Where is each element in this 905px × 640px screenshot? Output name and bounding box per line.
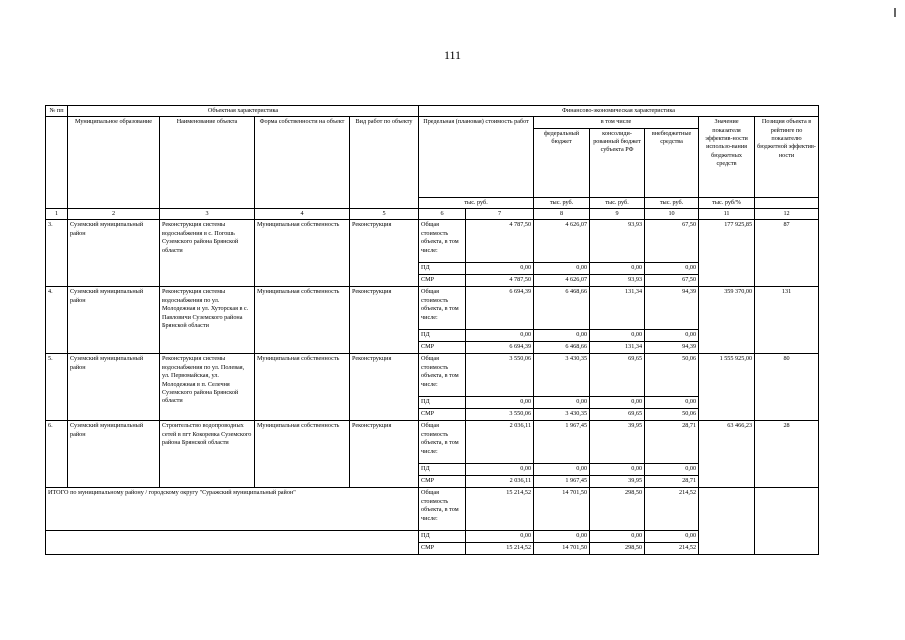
row-smr-value: 50,06 — [645, 409, 699, 421]
row-smr-value: 39,95 — [590, 476, 645, 488]
table-body — [46, 106, 819, 555]
colnum: 12 — [755, 209, 819, 220]
row-number: 5. — [46, 354, 68, 421]
smr-label: СМР — [419, 275, 466, 287]
total-row — [46, 488, 819, 531]
total-efficiency — [699, 488, 755, 555]
colnum: 9 — [590, 209, 645, 220]
row-pd-value: 0,00 — [466, 397, 534, 409]
row-municipality: Суземский муниципальный район — [68, 287, 160, 354]
row-pd-value: 0,00 — [590, 464, 645, 476]
row-total-value: 4 626,07 — [534, 220, 590, 263]
row-pd-value: 0,00 — [534, 397, 590, 409]
colnum: 8 — [534, 209, 590, 220]
header-offbudget: внебюджетные средства — [645, 128, 699, 197]
colnum: 6 — [419, 209, 466, 220]
total-pd-value: 0,00 — [534, 531, 590, 543]
row-rank: 131 — [755, 287, 819, 354]
row-smr-value: 131,34 — [590, 342, 645, 354]
edge-mark — [894, 8, 896, 17]
header-work-type: Вид работ по объекту — [350, 117, 419, 209]
colnum: 5 — [350, 209, 419, 220]
row-total-value: 28,71 — [645, 421, 699, 464]
row-total-value: 94,39 — [645, 287, 699, 330]
total-value: 15 214,52 — [466, 488, 534, 531]
row-total-value: 2 036,11 — [466, 421, 534, 464]
total-value: 214,52 — [645, 488, 699, 531]
pd-label: ПД — [419, 397, 466, 409]
total-smr-value: 298,50 — [590, 543, 645, 555]
header-consolidated: консолиди-рованный бюджет субъекта РФ — [590, 128, 645, 197]
table-row — [46, 421, 819, 464]
row-rank: 87 — [755, 220, 819, 287]
total-value: 298,50 — [590, 488, 645, 531]
row-smr-value: 1 967,45 — [534, 476, 590, 488]
row-pd-value: 0,00 — [534, 464, 590, 476]
row-pd-value: 0,00 — [645, 263, 699, 275]
row-smr-value: 69,65 — [590, 409, 645, 421]
header-including: в том числе — [534, 117, 699, 128]
unit-rating — [755, 197, 819, 208]
row-pd-value: 0,00 — [590, 330, 645, 342]
row-rank: 80 — [755, 354, 819, 421]
row-efficiency: 359 370,00 — [699, 287, 755, 354]
total-smr-value: 14 701,50 — [534, 543, 590, 555]
row-pd-value: 0,00 — [645, 397, 699, 409]
row-total-value: 1 967,45 — [534, 421, 590, 464]
pd-label: ПД — [419, 464, 466, 476]
table-row — [46, 287, 819, 330]
total-blank — [46, 531, 419, 555]
total-smr-value: 214,52 — [645, 543, 699, 555]
row-total-label: Общая стоимость объекта, в том числе: — [419, 421, 466, 464]
row-pd-value: 0,00 — [534, 263, 590, 275]
colnum: 10 — [645, 209, 699, 220]
row-total-value: 93,93 — [590, 220, 645, 263]
total-value: 14 701,50 — [534, 488, 590, 531]
row-total-value: 131,34 — [590, 287, 645, 330]
header-object-group: Объектная характеристика — [68, 106, 419, 117]
colnum: 1 — [46, 209, 68, 220]
row-pd-value: 0,00 — [590, 263, 645, 275]
row-object-name: Строительство водопроводных сетей в пгт Кокоревка Суземского района Брянской области — [160, 421, 255, 488]
row-ownership: Муниципальная собственность — [255, 287, 350, 354]
row-total-value: 6 694,39 — [466, 287, 534, 330]
total-label: ИТОГО по муниципальному району / городскому округу "Суражский муниципальный район" — [46, 488, 419, 531]
row-smr-value: 28,71 — [645, 476, 699, 488]
header-max-cost: Предельная (плановая) стоимость работ — [419, 117, 534, 197]
row-pd-value: 0,00 — [466, 263, 534, 275]
row-work-type: Реконструкция — [350, 354, 419, 421]
row-total-value: 4 787,50 — [466, 220, 534, 263]
row-municipality: Суземский муниципальный район — [68, 220, 160, 287]
row-efficiency: 177 925,85 — [699, 220, 755, 287]
row-total-value: 67,50 — [645, 220, 699, 263]
colnum: 2 — [68, 209, 160, 220]
row-total-value: 69,65 — [590, 354, 645, 397]
row-smr-value: 3 430,35 — [534, 409, 590, 421]
investment-table — [45, 105, 819, 555]
row-municipality: Суземский муниципальный район — [68, 354, 160, 421]
total-smr-value: 15 214,52 — [466, 543, 534, 555]
row-smr-value: 2 036,11 — [466, 476, 534, 488]
row-pd-value: 0,00 — [590, 397, 645, 409]
smr-label: СМР — [419, 409, 466, 421]
row-efficiency: 63 466,23 — [699, 421, 755, 488]
smr-label: СМР — [419, 476, 466, 488]
row-work-type: Реконструкция — [350, 421, 419, 488]
row-rank: 28 — [755, 421, 819, 488]
row-number: 3. — [46, 220, 68, 287]
row-work-type: Реконструкция — [350, 220, 419, 287]
pd-label: ПД — [419, 263, 466, 275]
row-total-label: Общая стоимость объекта, в том числе: — [419, 354, 466, 397]
header-object-name: Наименование объекта — [160, 117, 255, 209]
row-smr-value: 4 626,07 — [534, 275, 590, 287]
row-smr-value: 4 787,50 — [466, 275, 534, 287]
pd-label: ПД — [419, 531, 466, 543]
row-ownership: Муниципальная собственность — [255, 220, 350, 287]
page-number: 111 — [443, 48, 462, 62]
row-smr-value: 93,93 — [590, 275, 645, 287]
row-ownership: Муниципальная собственность — [255, 354, 350, 421]
total-pd-value: 0,00 — [645, 531, 699, 543]
unit-consolidated: тыс. руб. — [590, 197, 645, 208]
row-municipality: Суземский муниципальный район — [68, 421, 160, 488]
header-efficiency: Значение показателя эффектив-ности использо-вания бюджетных средств — [699, 117, 755, 197]
row-efficiency: 1 555 925,00 — [699, 354, 755, 421]
table-row — [46, 354, 819, 397]
unit-offbudget: тыс. руб. — [645, 197, 699, 208]
colnum: 7 — [466, 209, 534, 220]
total-rank — [755, 488, 819, 555]
row-total-label: Общая стоимость объекта, в том числе: — [419, 287, 466, 330]
row-smr-value: 3 550,06 — [466, 409, 534, 421]
row-object-name: Реконструкция системы водоснабжения по ул. Полевая, ул. Первомайская, ул. Молодежная в п. Селечня Суземского района Брянской области — [160, 354, 255, 421]
row-number: 4. — [46, 287, 68, 354]
unit-cost: тыс. руб. — [419, 197, 534, 208]
row-ownership: Муниципальная собственность — [255, 421, 350, 488]
row-total-label: Общая стоимость объекта, в том числе: — [419, 220, 466, 263]
row-object-name: Реконструкция системы водоснабжения по ул. Молодежная и ул. Хуторская в с. Павловичи Суземского района Брянской области — [160, 287, 255, 354]
row-total-value: 3 430,35 — [534, 354, 590, 397]
header-ownership: Форма собственности на объект — [255, 117, 350, 209]
row-smr-value: 67,50 — [645, 275, 699, 287]
table-row — [46, 220, 819, 263]
header-no-cont — [46, 117, 68, 209]
header-no: № пп — [46, 106, 68, 117]
total-pd-value: 0,00 — [466, 531, 534, 543]
unit-federal: тыс. руб. — [534, 197, 590, 208]
unit-efficiency: тыс. руб/% — [699, 197, 755, 208]
colnum: 11 — [699, 209, 755, 220]
pd-label: ПД — [419, 330, 466, 342]
row-number: 6. — [46, 421, 68, 488]
header-rating: Позиция объекта в рейтинге по показателю бюджетной эффектив-ности — [755, 117, 819, 197]
header-municipality: Муниципальное образование — [68, 117, 160, 209]
row-pd-value: 0,00 — [466, 330, 534, 342]
row-total-value: 6 468,66 — [534, 287, 590, 330]
row-smr-value: 6 694,39 — [466, 342, 534, 354]
colnum: 4 — [255, 209, 350, 220]
colnum: 3 — [160, 209, 255, 220]
row-total-value: 50,06 — [645, 354, 699, 397]
row-work-type: Реконструкция — [350, 287, 419, 354]
row-smr-value: 6 468,66 — [534, 342, 590, 354]
header-finance-group: Финансово-экономическая характеристика — [419, 106, 819, 117]
header-federal: федеральный бюджет — [534, 128, 590, 197]
row-total-value: 3 550,06 — [466, 354, 534, 397]
row-pd-value: 0,00 — [645, 330, 699, 342]
smr-label: СМР — [419, 543, 466, 555]
smr-label: СМР — [419, 342, 466, 354]
row-object-name: Реконструкция системы водоснабжения в с. Погошь Суземского района Брянской области — [160, 220, 255, 287]
total-pd-value: 0,00 — [590, 531, 645, 543]
total-cost-label: Общая стоимость объекта, в том числе: — [419, 488, 466, 531]
row-pd-value: 0,00 — [534, 330, 590, 342]
row-pd-value: 0,00 — [466, 464, 534, 476]
row-smr-value: 94,39 — [645, 342, 699, 354]
row-pd-value: 0,00 — [645, 464, 699, 476]
row-total-value: 39,95 — [590, 421, 645, 464]
